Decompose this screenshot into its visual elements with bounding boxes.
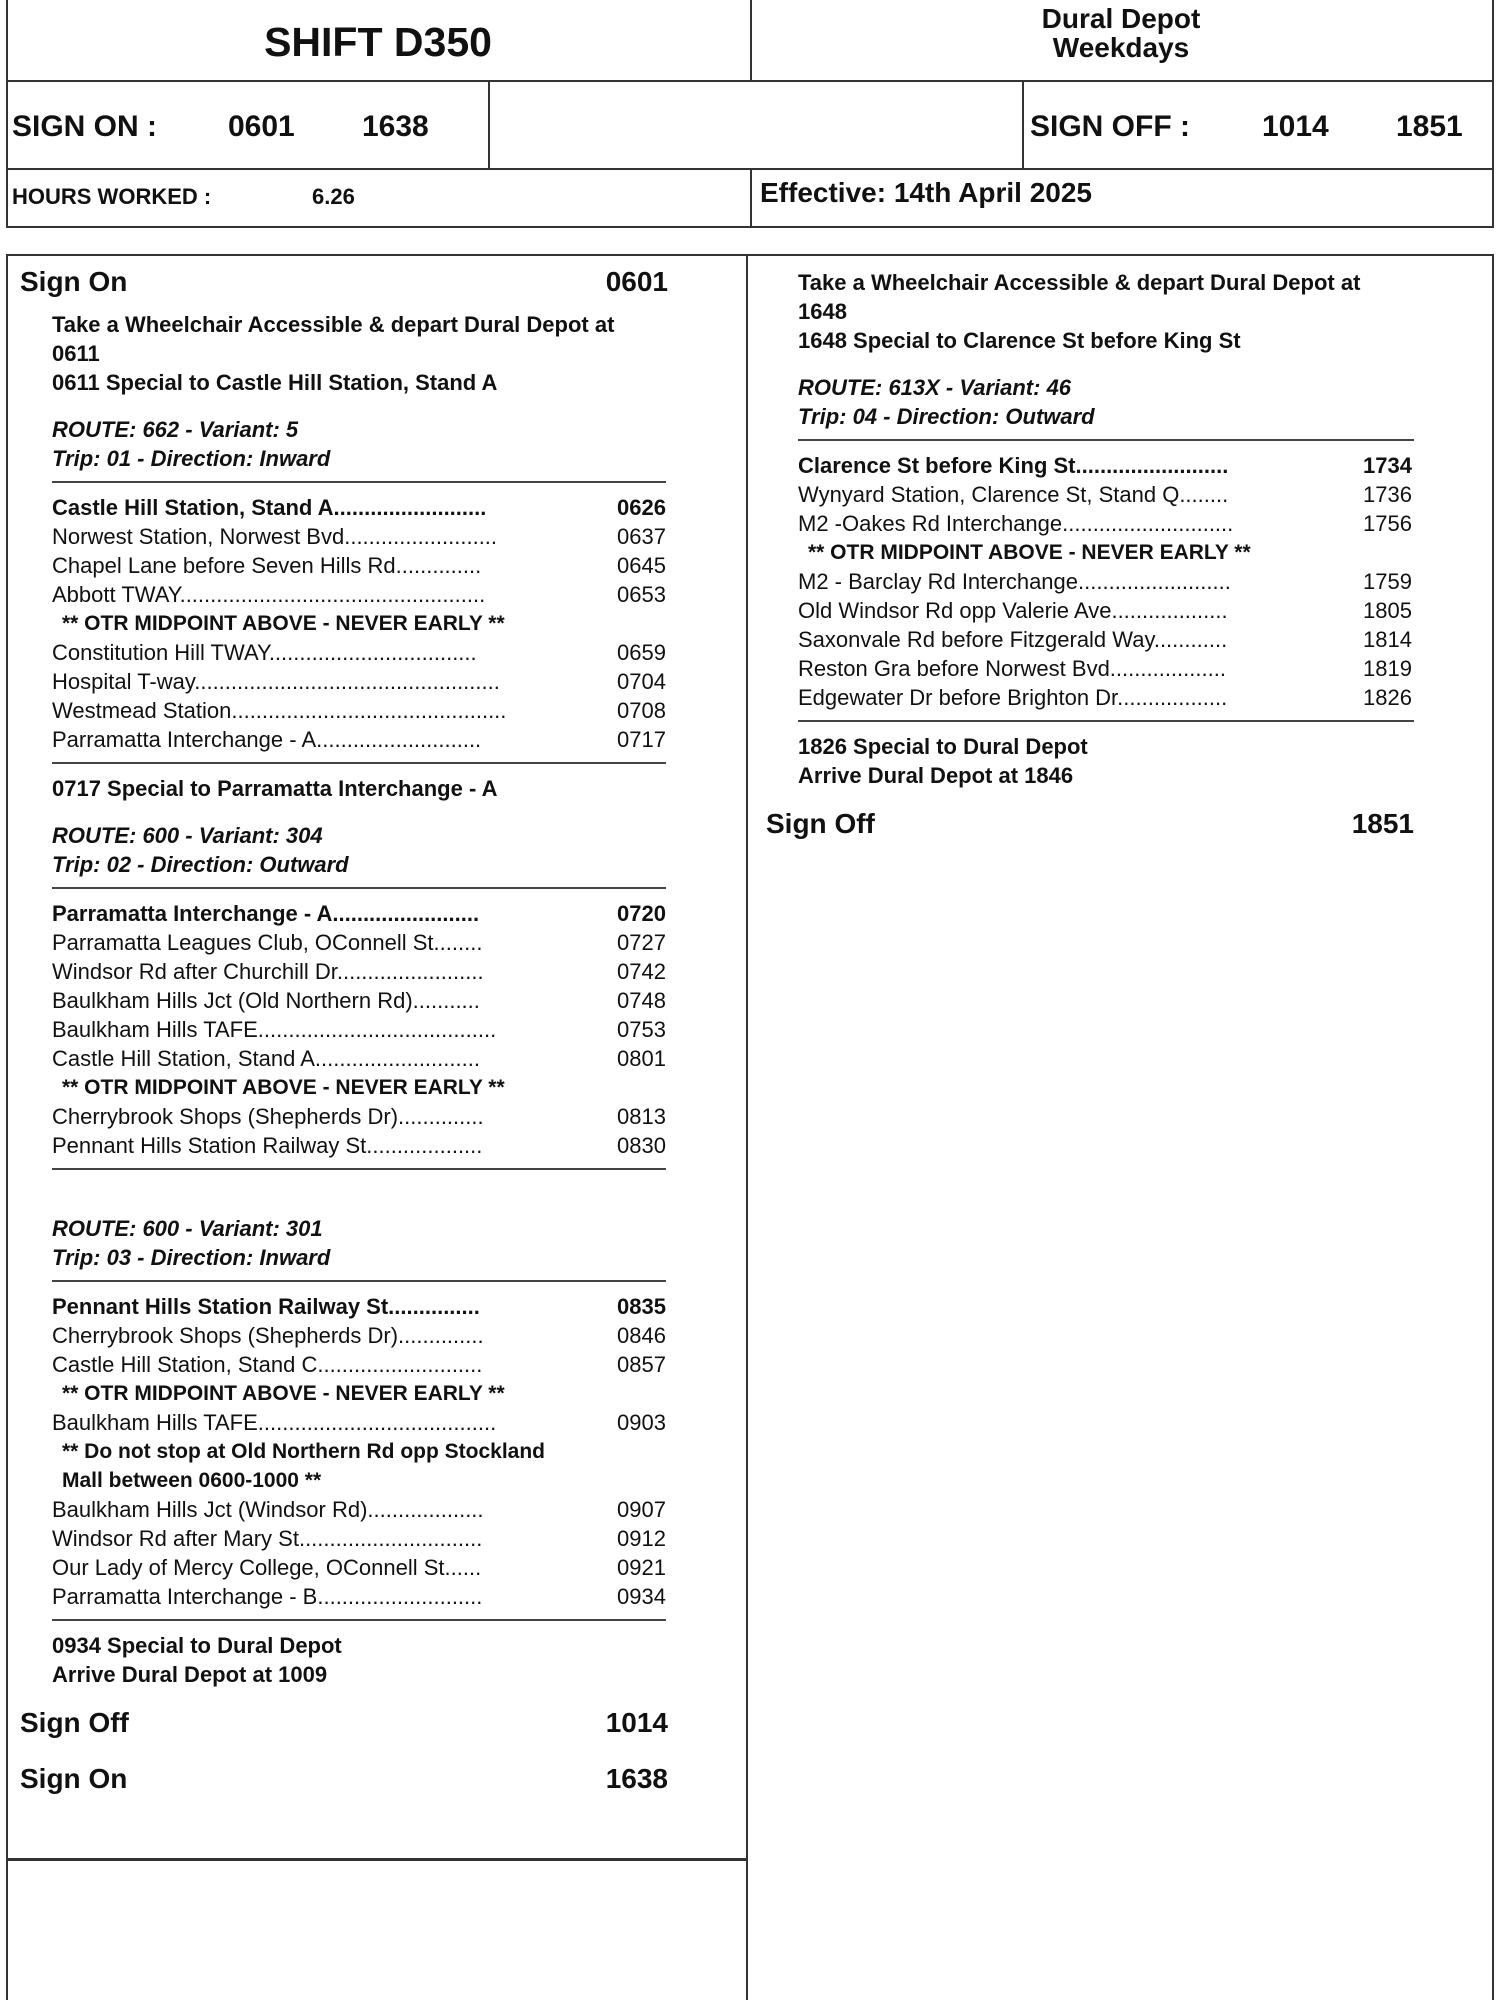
section-rule (798, 439, 1414, 441)
trip-label: Trip: 02 - Direction: Outward (52, 852, 349, 877)
sign-off-label: Sign Off (20, 1707, 129, 1738)
timetable-row (52, 1131, 666, 1160)
stop-name: Westmead Station............................................. (52, 698, 507, 723)
timetable-row (52, 551, 666, 580)
timetable-row (52, 493, 666, 522)
stop-time: 0704 (617, 669, 666, 694)
timing-note: ** Do not stop at Old Northern Rd opp Stockland (62, 1440, 545, 1463)
arrival-line: Arrive Dural Depot at 1009 (52, 1662, 328, 1687)
stop-name: Pennant Hills Station Railway St............... (52, 1294, 480, 1319)
timetable-row (52, 899, 666, 928)
stop-time: 0830 (617, 1133, 666, 1158)
right-column (766, 268, 1416, 844)
stop-time: 0645 (617, 553, 666, 578)
timetable-row (52, 1553, 666, 1582)
section-rule (798, 720, 1414, 722)
stop-name: Parramatta Interchange - A........................ (52, 901, 480, 926)
timetable-row (52, 986, 666, 1015)
timing-note: ** OTR MIDPOINT ABOVE - NEVER EARLY ** (808, 541, 1251, 564)
stop-list (798, 451, 1416, 712)
stop-name: Chapel Lane before Seven Hills Rd.............. (52, 553, 482, 578)
instruction-line: Take a Wheelchair Accessible & depart Dural Depot at (52, 312, 615, 337)
timetable-row (52, 1102, 666, 1131)
stop-time: 0626 (617, 495, 666, 520)
timetable-row (52, 638, 666, 667)
stop-name: Castle Hill Station, Stand A........................... (52, 1046, 480, 1071)
stop-time: 0717 (617, 727, 666, 752)
stop-name: Reston Gra before Norwest Bvd................... (798, 656, 1226, 681)
stop-time: 0857 (617, 1352, 666, 1377)
stop-time: 1734 (1363, 453, 1412, 478)
route-label: ROUTE: 600 - Variant: 304 (52, 823, 323, 848)
depot-name: Dural Depot (1041, 3, 1201, 34)
stop-time: 0637 (617, 524, 666, 549)
timetable-row (798, 567, 1412, 596)
timetable-row (798, 654, 1412, 683)
timetable-row (52, 1321, 666, 1350)
stop-name: Constitution Hill TWAY.................................. (52, 640, 477, 665)
header-divider (488, 80, 490, 168)
section-rule (52, 762, 666, 764)
stop-time: 0801 (617, 1046, 666, 1071)
timing-note: ** OTR MIDPOINT ABOVE - NEVER EARLY ** (62, 1076, 505, 1099)
instruction-line: 1648 (798, 299, 847, 324)
sign-off-row (766, 804, 1414, 844)
timing-note: ** OTR MIDPOINT ABOVE - NEVER EARLY ** (62, 612, 505, 635)
left-column (20, 262, 668, 1799)
stop-time: 0907 (617, 1497, 666, 1522)
sign-off-time: 1851 (1351, 808, 1414, 839)
timetable-row (798, 451, 1412, 480)
stop-list (52, 1292, 668, 1611)
timetable-row (52, 1044, 666, 1073)
section-rule (52, 1168, 666, 1170)
stop-name: Edgewater Dr before Brighton Dr.................. (798, 685, 1228, 710)
special-trip: 0717 Special to Parramatta Interchange - A (52, 776, 498, 801)
sign-off-time: 1014 (605, 1707, 668, 1738)
special-trip: 1826 Special to Dural Depot (798, 734, 1088, 759)
route-label: ROUTE: 613X - Variant: 46 (798, 375, 1072, 400)
stop-name: Baulkham Hills Jct (Windsor Rd)................... (52, 1497, 484, 1522)
stop-name: Abbott TWAY.................................................. (52, 582, 486, 607)
stop-name: Castle Hill Station, Stand A......................... (52, 495, 487, 520)
sign-on-time-2: 1638 (362, 110, 429, 143)
stop-time: 0912 (617, 1526, 666, 1551)
timing-note: ** OTR MIDPOINT ABOVE - NEVER EARLY ** (62, 1382, 505, 1405)
timetable-row (52, 696, 666, 725)
timetable-row (798, 596, 1412, 625)
day-type: Weekdays (1052, 32, 1190, 63)
section-rule (52, 481, 666, 483)
stop-time: 1826 (1363, 685, 1412, 710)
trip-label: Trip: 03 - Direction: Inward (52, 1245, 331, 1270)
timetable-row (52, 1524, 666, 1553)
section-rule (52, 1280, 666, 1282)
sign-on-row (20, 262, 668, 302)
stop-time: 0753 (617, 1017, 666, 1042)
trip-label: Trip: 04 - Direction: Outward (798, 404, 1095, 429)
route-label: ROUTE: 600 - Variant: 301 (52, 1216, 323, 1241)
sign-on-row-2 (20, 1759, 668, 1799)
column-divider (746, 254, 748, 2000)
stop-name: Cherrybrook Shops (Shepherds Dr).............. (52, 1104, 484, 1129)
stop-name: Baulkham Hills TAFE....................................... (52, 1017, 497, 1042)
stop-name: Baulkham Hills TAFE....................................... (52, 1410, 497, 1435)
sign-off-label: SIGN OFF : (1030, 110, 1190, 143)
sign-off-row (20, 1703, 668, 1743)
stop-name: Wynyard Station, Clarence St, Stand Q........ (798, 482, 1229, 507)
stop-name: Pennant Hills Station Railway St................... (52, 1133, 483, 1158)
stop-time: 0921 (617, 1555, 666, 1580)
timetable-row (798, 509, 1412, 538)
timetable-row (52, 1495, 666, 1524)
timetable-row (52, 1350, 666, 1379)
stop-name: Parramatta Interchange - B........................... (52, 1584, 483, 1609)
header-divider (750, 168, 752, 228)
timetable-row (52, 1292, 666, 1321)
stop-name: Saxonvale Rd before Fitzgerald Way............ (798, 627, 1228, 652)
timetable-row (52, 522, 666, 551)
sign-on-label: SIGN ON : (12, 110, 158, 143)
duty-divider (6, 1858, 748, 1861)
instruction-line: 0611 Special to Castle Hill Station, Stand A (52, 370, 498, 395)
section-rule (52, 1619, 666, 1621)
stop-list (52, 899, 668, 1160)
stop-name: M2 - Barclay Rd Interchange......................... (798, 569, 1231, 594)
stop-name: Clarence St before King St......................... (798, 453, 1229, 478)
stop-time: 0835 (617, 1294, 666, 1319)
arrival-line: Arrive Dural Depot at 1846 (798, 763, 1074, 788)
timetable-row (52, 580, 666, 609)
timetable-row (52, 928, 666, 957)
stop-name: Cherrybrook Shops (Shepherds Dr).............. (52, 1323, 484, 1348)
stop-time: 1819 (1363, 656, 1412, 681)
stop-name: M2 -Oakes Rd Interchange............................ (798, 511, 1234, 536)
timetable-row (52, 957, 666, 986)
timetable-row (798, 683, 1412, 712)
sign-on-label: Sign On (20, 1763, 128, 1794)
stop-time: 0903 (617, 1410, 666, 1435)
stop-name: Hospital T-way.................................................. (52, 669, 500, 694)
hours-worked-label: HOURS WORKED : (12, 184, 212, 209)
stop-time: 0653 (617, 582, 666, 607)
depot-info (750, 4, 1492, 62)
sign-on-time-1: 0601 (228, 110, 295, 143)
timetable-row (52, 1408, 666, 1437)
stop-time: 0846 (617, 1323, 666, 1348)
timetable-row (798, 625, 1412, 654)
stop-name: Castle Hill Station, Stand C........................... (52, 1352, 483, 1377)
sign-off-time-2: 1851 (1396, 110, 1463, 143)
stop-time: 1759 (1363, 569, 1412, 594)
timetable-row (52, 667, 666, 696)
stop-time: 0934 (617, 1584, 666, 1609)
timetable-row (52, 725, 666, 754)
stop-name: Windsor Rd after Mary St.............................. (52, 1526, 483, 1551)
stop-time: 0659 (617, 640, 666, 665)
timing-note: Mall between 0600-1000 ** (62, 1469, 322, 1492)
stop-time: 0727 (617, 930, 666, 955)
stop-list (52, 493, 668, 754)
stop-name: Our Lady of Mercy College, OConnell St...... (52, 1555, 482, 1580)
stop-name: Parramatta Leagues Club, OConnell St........ (52, 930, 483, 955)
stop-time: 1805 (1363, 598, 1412, 623)
stop-time: 0742 (617, 959, 666, 984)
stop-time: 1736 (1363, 482, 1412, 507)
stop-time: 0748 (617, 988, 666, 1013)
special-trip: 0934 Special to Dural Depot (52, 1633, 342, 1658)
instruction-line: 1648 Special to Clarence St before King St (798, 328, 1241, 353)
stop-name: Windsor Rd after Churchill Dr........................ (52, 959, 484, 984)
sign-on-time: 0601 (605, 266, 668, 297)
stop-time: 1756 (1363, 511, 1412, 536)
timetable-row (798, 480, 1412, 509)
effective-date: Effective: 14th April 2025 (760, 177, 1092, 208)
route-label: ROUTE: 662 - Variant: 5 (52, 417, 299, 442)
header-divider (1022, 80, 1024, 168)
hours-worked-value: 6.26 (312, 184, 355, 209)
stop-time: 0720 (617, 901, 666, 926)
stop-time: 1814 (1363, 627, 1412, 652)
sign-on-time: 1638 (605, 1763, 668, 1794)
stop-name: Old Windsor Rd opp Valerie Ave................... (798, 598, 1228, 623)
stop-name: Norwest Station, Norwest Bvd......................... (52, 524, 498, 549)
instruction-line: 0611 (52, 341, 100, 366)
instruction-line: Take a Wheelchair Accessible & depart Dural Depot at (798, 270, 1361, 295)
stop-time: 0708 (617, 698, 666, 723)
timetable-row (52, 1582, 666, 1611)
header-divider (8, 80, 1492, 82)
shift-title: SHIFT D350 (264, 18, 492, 65)
stop-name: Baulkham Hills Jct (Old Northern Rd)........... (52, 988, 480, 1013)
section-rule (52, 887, 666, 889)
shift-header (6, 0, 1494, 228)
stop-time: 0813 (617, 1104, 666, 1129)
stop-name: Parramatta Interchange - A........................... (52, 727, 482, 752)
sign-off-time-1: 1014 (1262, 110, 1329, 143)
trip-label: Trip: 01 - Direction: Inward (52, 446, 331, 471)
sign-off-label: Sign Off (766, 808, 875, 839)
sign-on-label: Sign On (20, 266, 128, 297)
timetable-row (52, 1015, 666, 1044)
